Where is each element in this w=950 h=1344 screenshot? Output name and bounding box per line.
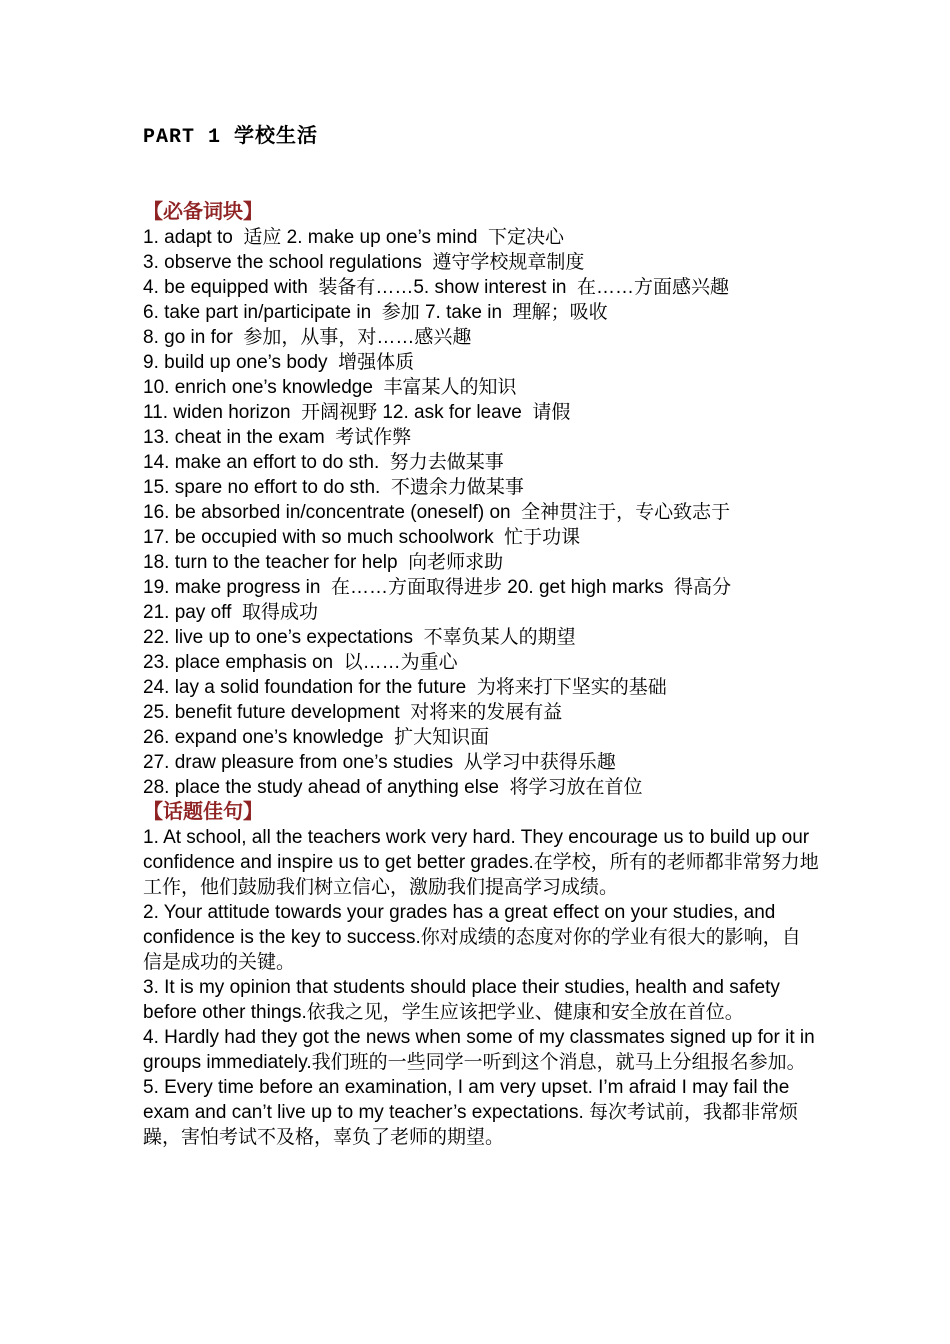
sentence-paragraph: 4. Hardly had they got the news when some of my classmates signed up for it in groups immediately.我们班的一些同学一听到这个消息，就马上分组报名参加。5. Every time before an examination, I am very upset. I’m afraid I may fail the exam and can’t live up to my teacher’s expectations. 每次考试前，我都非常烦躁，害怕考试不及格，辜负了老师的期望。 <box>143 1027 815 1148</box>
document-content <box>143 126 819 1150</box>
word-list-line: 26. expand one’s knowledge 扩大知识面 <box>143 727 490 748</box>
section-heading-sentences: 【话题佳句】 <box>143 801 263 823</box>
word-list-line: 25. benefit future development 对将来的发展有益 <box>143 702 563 723</box>
section-heading-words: 【必备词块】 <box>143 201 263 223</box>
word-list-line: 24. lay a solid foundation for the future 为将来打下坚实的基础 <box>143 677 667 698</box>
word-list-line: 4. be equipped with 装备有……5. show interest in 在……方面感兴趣 <box>143 277 730 298</box>
word-list <box>143 225 819 800</box>
word-list-line: 16. be absorbed in/concentrate (oneself) on 全神贯注于，专心致志于 <box>143 502 731 523</box>
word-list-line: 22. live up to one’s expectations 不辜负某人的期望 <box>143 627 576 648</box>
word-list-line: 3. observe the school regulations 遵守学校规章制度 <box>143 252 585 273</box>
word-list-line: 8. go in for 参加，从事，对……感兴趣 <box>143 327 472 348</box>
word-list-line: 9. build up one’s body 增强体质 <box>143 352 415 373</box>
word-list-line: 23. place emphasis on 以……为重心 <box>143 652 458 673</box>
sentence-paragraph: 3. It is my opinion that students should place their studies, health and safety before other things.依我之见，学生应该把学业、健康和安全放在首位。 <box>143 977 780 1023</box>
page-title: PART 1 学校生活 <box>143 126 319 149</box>
word-list-line: 19. make progress in 在……方面取得进步 20. get high marks 得高分 <box>143 577 732 598</box>
sentence-list <box>143 825 819 1150</box>
word-list-line: 14. make an effort to do sth. 努力去做某事 <box>143 452 504 473</box>
word-list-line: 21. pay off 取得成功 <box>143 602 318 623</box>
word-list-line: 6. take part in/participate in 参加 7. take in 理解；吸收 <box>143 302 608 323</box>
word-list-line: 10. enrich one’s knowledge 丰富某人的知识 <box>143 377 517 398</box>
word-list-line: 17. be occupied with so much schoolwork 忙于功课 <box>143 527 581 548</box>
word-list-line: 27. draw pleasure from one’s studies 从学习中获得乐趣 <box>143 752 616 773</box>
word-list-line: 11. widen horizon 开阔视野 12. ask for leave 请假 <box>143 402 571 423</box>
sentence-paragraph: 1. At school, all the teachers work very hard. They encourage us to build up our confidence and inspire us to get better grades.在学校，所有的老师都非常努力地工作，他们鼓励我们树立信心，激励我们提高学习成绩。 <box>143 827 819 898</box>
sentence-paragraph: 2. Your attitude towards your grades has a great effect on your studies, and confidence is the key to success.你对成绩的态度对你的学业有很大的影响，自信是成功的关键。 <box>143 902 801 973</box>
word-list-line: 18. turn to the teacher for help 向老师求助 <box>143 552 504 573</box>
word-list-line: 15. spare no effort to do sth. 不遗余力做某事 <box>143 477 524 498</box>
word-list-line: 28. place the study ahead of anything else 将学习放在首位 <box>143 777 643 798</box>
word-list-line: 13. cheat in the exam 考试作弊 <box>143 427 412 448</box>
word-list-line: 1. adapt to 适应 2. make up one’s mind 下定决心 <box>143 227 565 248</box>
